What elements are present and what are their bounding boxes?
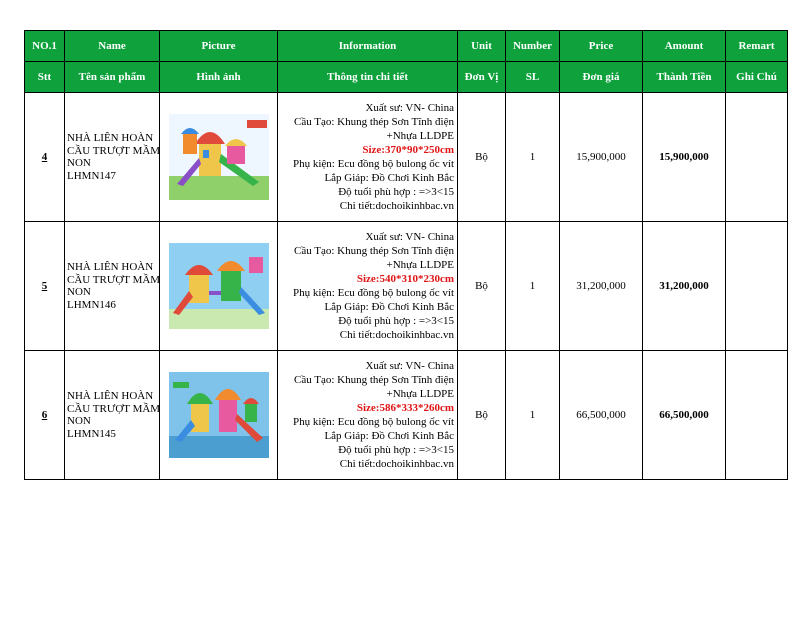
info-install: Lắp Giáp: Đồ Chơi Kinh Bắc	[324, 301, 454, 313]
product-name-line2: CẦU TRƯỢT MẦM	[67, 402, 161, 415]
product-name-line1: NHÀ LIÊN HOÀN	[67, 390, 154, 402]
header-picture: Picture	[160, 31, 278, 62]
info-accessory: Phụ kiện: Ecu đồng bộ bulong ốc vít	[292, 158, 454, 170]
row-remark	[726, 222, 788, 351]
header-amount: Amount	[643, 31, 726, 62]
info-origin: Xuất sư: VN- China	[365, 231, 454, 243]
header-unit: Unit	[458, 31, 506, 62]
product-name-line2: CẦU TRƯỢT MẦM	[67, 273, 161, 286]
row-unit: Bộ	[458, 93, 506, 222]
row-amount: 15,900,000	[643, 93, 726, 222]
header-price: Price	[560, 31, 643, 62]
info-accessory: Phụ kiện: Ecu đồng bộ bulong ốc vít	[292, 416, 454, 428]
row-unit: Bộ	[458, 222, 506, 351]
playground-image	[169, 243, 269, 329]
table-row	[25, 351, 788, 480]
product-picture	[160, 222, 278, 351]
row-amount: 31,200,000	[643, 222, 726, 351]
table-row	[25, 93, 788, 222]
info-install: Lắp Giáp: Đồ Chơi Kinh Bắc	[324, 430, 454, 442]
product-name-line1: NHÀ LIÊN HOÀN	[67, 261, 154, 273]
row-qty: 1	[506, 93, 560, 222]
header-total: Thành Tiền	[643, 62, 726, 93]
header-row-vi	[25, 62, 788, 93]
table-row	[25, 222, 788, 351]
header-unit-price: Đơn giá	[560, 62, 643, 93]
product-code: LHMN146	[67, 298, 116, 311]
row-stt-link[interactable]: 6	[41, 409, 48, 421]
row-remark	[726, 93, 788, 222]
info-structure-material: +Nhựa LLDPE	[386, 130, 454, 142]
row-stt	[25, 93, 65, 222]
row-price: 15,900,000	[560, 93, 643, 222]
row-price: 31,200,000	[560, 222, 643, 351]
row-stt-link[interactable]: 5	[41, 280, 48, 292]
row-price: 66,500,000	[560, 351, 643, 480]
info-accessory: Phụ kiện: Ecu đồng bộ bulong ốc vít	[292, 287, 454, 299]
header-row-en	[25, 31, 788, 62]
row-amount: 66,500,000	[643, 351, 726, 480]
info-age: Độ tuổi phù hợp : =>3<15	[338, 315, 454, 327]
product-name	[65, 351, 160, 480]
playground-image	[169, 114, 269, 200]
header-product-name: Tên sản phẩm	[65, 62, 160, 93]
header-note: Ghi Chú	[726, 62, 788, 93]
header-unit-vi: Đơn Vị	[458, 62, 506, 93]
price-table	[24, 30, 788, 480]
product-picture	[160, 351, 278, 480]
header-details: Thông tin chi tiết	[278, 62, 458, 93]
product-info	[278, 351, 458, 480]
info-detail: Chi tiết:dochoikinhbac.vn	[339, 329, 454, 341]
product-name-line3: NON	[67, 286, 91, 298]
row-stt	[25, 222, 65, 351]
product-name	[65, 222, 160, 351]
product-name	[65, 93, 160, 222]
row-unit: Bộ	[458, 351, 506, 480]
product-name-line2: CẦU TRƯỢT MẦM	[67, 144, 161, 157]
info-origin: Xuất sư: VN- China	[365, 360, 454, 372]
info-install: Lắp Giáp: Đồ Chơi Kinh Bắc	[324, 172, 454, 184]
info-structure: Cầu Tạo: Khung thép Sơn Tĩnh điện	[293, 116, 454, 128]
product-name-line3: NON	[67, 415, 91, 427]
info-structure-material: +Nhựa LLDPE	[386, 388, 454, 400]
product-info	[278, 222, 458, 351]
header-remark: Remart	[726, 31, 788, 62]
info-size: Size:540*310*230cm	[356, 273, 454, 285]
header-name: Name	[65, 31, 160, 62]
info-detail: Chi tiết:dochoikinhbac.vn	[339, 458, 454, 470]
row-qty: 1	[506, 351, 560, 480]
header-number: Number	[506, 31, 560, 62]
row-stt-link[interactable]: 4	[41, 151, 48, 163]
product-name-line1: NHÀ LIÊN HOÀN	[67, 132, 154, 144]
info-structure: Cầu Tạo: Khung thép Sơn Tĩnh điện	[293, 245, 454, 257]
header-information: Information	[278, 31, 458, 62]
product-code: LHMN145	[67, 427, 116, 440]
header-no: NO.1	[25, 31, 65, 62]
info-structure: Cầu Tạo: Khung thép Sơn Tĩnh điện	[293, 374, 454, 386]
info-age: Độ tuổi phù hợp : =>3<15	[338, 186, 454, 198]
info-structure-material: +Nhựa LLDPE	[386, 259, 454, 271]
product-name-line3: NON	[67, 157, 91, 169]
header-image: Hình ảnh	[160, 62, 278, 93]
header-stt: Stt	[25, 62, 65, 93]
row-stt	[25, 351, 65, 480]
product-picture	[160, 93, 278, 222]
row-qty: 1	[506, 222, 560, 351]
info-size: Size:586*333*260cm	[356, 402, 454, 414]
playground-image	[169, 372, 269, 458]
product-code: LHMN147	[67, 169, 116, 182]
info-origin: Xuất sư: VN- China	[365, 102, 454, 114]
row-remark	[726, 351, 788, 480]
info-age: Độ tuổi phù hợp : =>3<15	[338, 444, 454, 456]
product-info	[278, 93, 458, 222]
header-qty: SL	[506, 62, 560, 93]
info-detail: Chi tiết:dochoikinhbac.vn	[339, 200, 454, 212]
info-size: Size:370*90*250cm	[362, 144, 454, 156]
